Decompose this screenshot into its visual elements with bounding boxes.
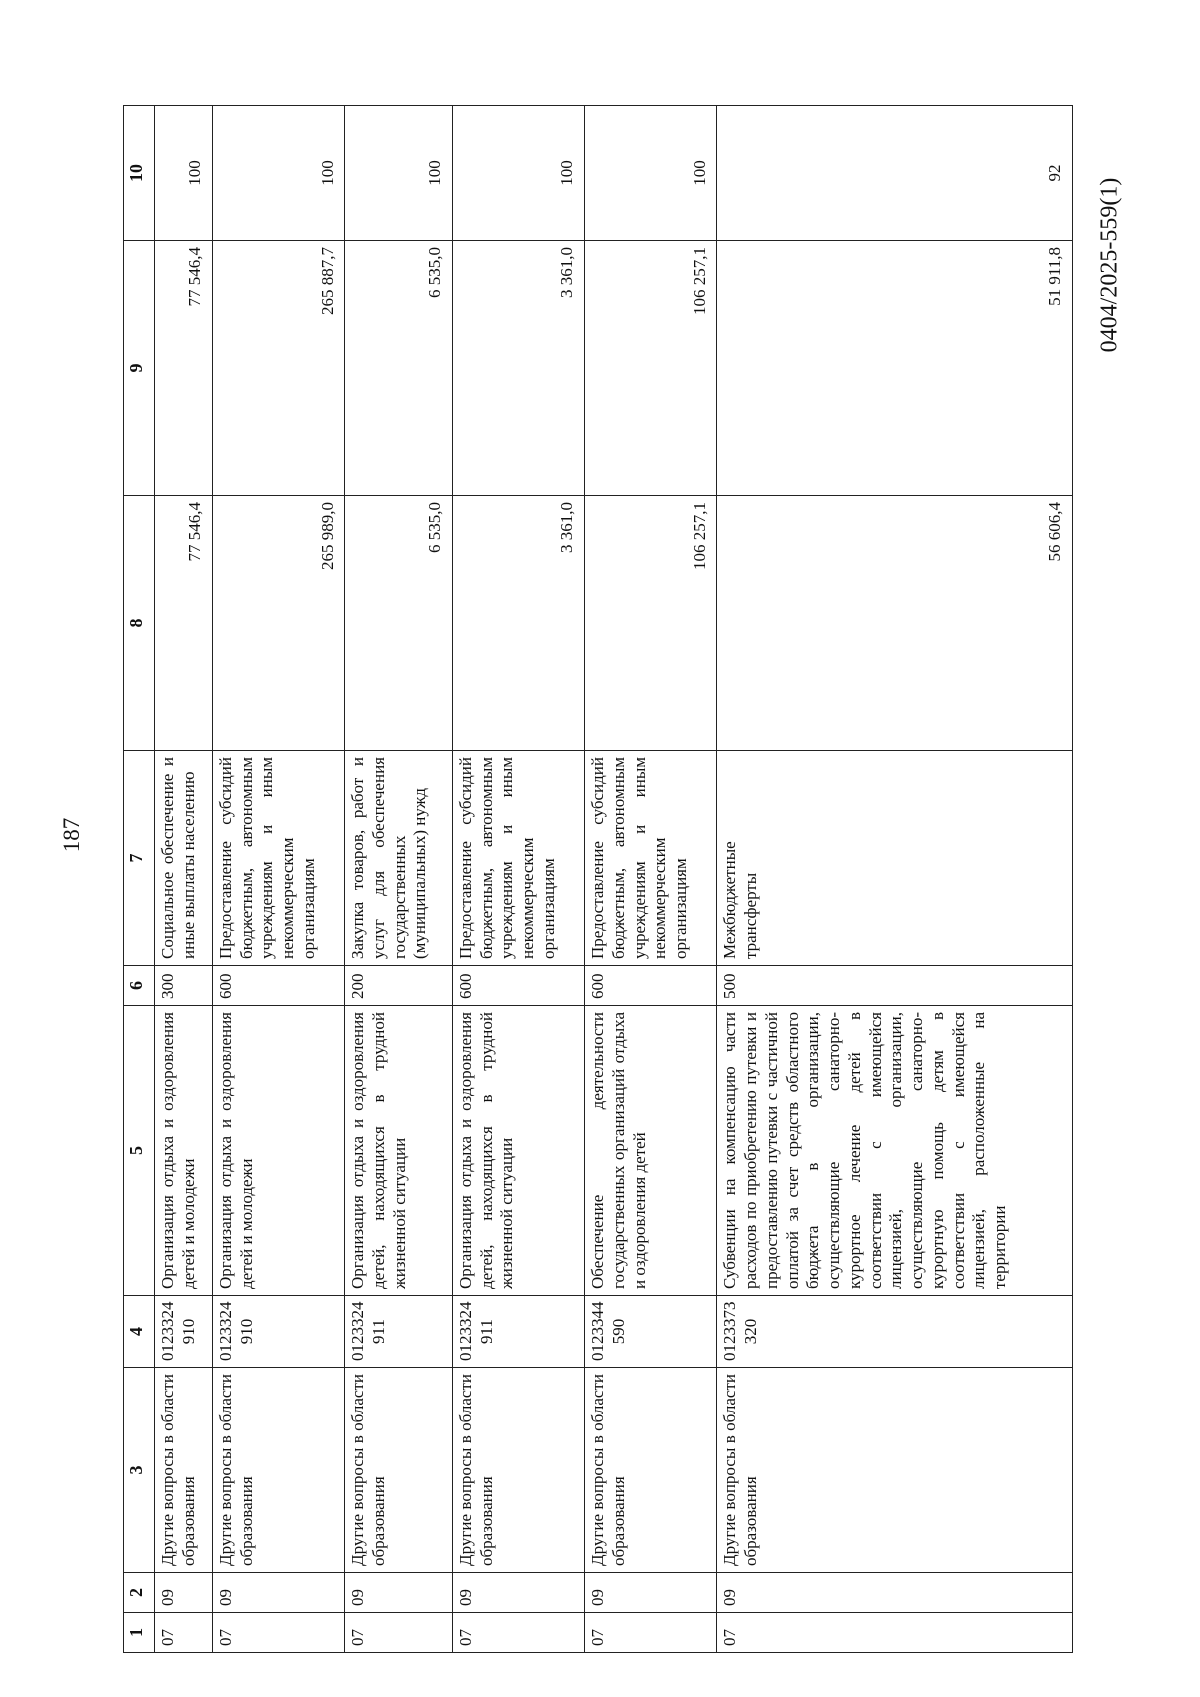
table-row — [717, 106, 1073, 1653]
execution-percent: 100 — [212, 106, 344, 241]
column-header: 3 — [124, 1368, 155, 1573]
expense-type-code: 300 — [155, 966, 213, 1006]
execution-percent: 100 — [585, 106, 717, 241]
subsection-code: 09 — [585, 1573, 717, 1613]
target-article-code: 0123324 911 — [452, 1296, 584, 1368]
expense-type-name: Предоставление субсидий бюджетным, автономным учреждениям и иным некоммерческим организациям — [585, 751, 717, 966]
section-code: 07 — [212, 1613, 344, 1653]
execution-percent: 92 — [717, 106, 1073, 241]
column-header: 4 — [124, 1296, 155, 1368]
subsection-name: Другие вопросы в области образования — [452, 1368, 584, 1573]
executed-amount: 106 257,1 — [585, 241, 717, 496]
target-article-code: 0123324 911 — [345, 1296, 453, 1368]
section-code: 07 — [585, 1613, 717, 1653]
column-header: 2 — [124, 1573, 155, 1613]
planned-amount: 3 361,0 — [452, 496, 584, 751]
expense-type-name: Предоставление субсидий бюджетным, автономным учреждениям и иным некоммерческим организациям — [452, 751, 584, 966]
expense-type-code: 600 — [452, 966, 584, 1006]
column-header: 7 — [124, 751, 155, 966]
target-article-name: Организация отдыха и оздоровления детей и молодежи — [155, 1006, 213, 1296]
target-article-name: Организация отдыха и оздоровления детей, находящихся в трудной жизненной ситуации — [452, 1006, 584, 1296]
column-header: 8 — [124, 496, 155, 751]
column-header: 10 — [124, 106, 155, 241]
subsection-name: Другие вопросы в области образования — [585, 1368, 717, 1573]
execution-percent: 100 — [155, 106, 213, 241]
subsection-code: 09 — [345, 1573, 453, 1613]
subsection-name: Другие вопросы в области образования — [212, 1368, 344, 1573]
target-article-code: 0123344 590 — [585, 1296, 717, 1368]
table-row — [345, 106, 453, 1653]
expense-type-name: Закупка товаров, работ и услуг для обеспечения государственных (муниципальных) нужд — [345, 751, 453, 966]
target-article-code: 0123324 910 — [212, 1296, 344, 1368]
header-row — [124, 106, 155, 1653]
executed-amount: 3 361,0 — [452, 241, 584, 496]
section-code: 07 — [452, 1613, 584, 1653]
target-article-name: Субвенции на компенсацию части расходов по приобретению путевки и предоставлению путевки с частичной оплатой за счет средств областного бюджета в организации, осуществляющие санаторно-курортное лечение детей в соответствии с имеющейся лицензией, организации, осуществляющие санаторно-курортную помощь детям в соответствии с имеющейся лицензией, расположенные на территории — [717, 1006, 1073, 1296]
document-code: 0404/2025-559(1) — [1096, 177, 1123, 353]
executed-amount: 51 911,8 — [717, 241, 1073, 496]
planned-amount: 6 535,0 — [345, 496, 453, 751]
table-row — [212, 106, 344, 1653]
executed-amount: 6 535,0 — [345, 241, 453, 496]
table-row — [585, 106, 717, 1653]
planned-amount: 106 257,1 — [585, 496, 717, 751]
subsection-name: Другие вопросы в области образования — [345, 1368, 453, 1573]
target-article-name: Организация отдыха и оздоровления детей и молодежи — [212, 1006, 344, 1296]
expense-type-code: 500 — [717, 966, 1073, 1006]
expense-type-name: Социальное обеспечение и иные выплаты населению — [155, 751, 213, 966]
target-article-code: 0123373 320 — [717, 1296, 1073, 1368]
page-number: 187 — [59, 817, 84, 853]
expense-type-name: Предоставление субсидий бюджетным, автономным учреждениям и иным некоммерческим организациям — [212, 751, 344, 966]
section-code: 07 — [155, 1613, 213, 1653]
budget-table — [123, 105, 1073, 1653]
column-header: 6 — [124, 966, 155, 1006]
subsection-code: 09 — [452, 1573, 584, 1613]
subsection-name: Другие вопросы в области образования — [155, 1368, 213, 1573]
column-header: 1 — [124, 1613, 155, 1653]
subsection-name: Другие вопросы в области образования — [717, 1368, 1073, 1573]
target-article-name: Организация отдыха и оздоровления детей, находящихся в трудной жизненной ситуации — [345, 1006, 453, 1296]
execution-percent: 100 — [452, 106, 584, 241]
subsection-code: 09 — [717, 1573, 1073, 1613]
planned-amount: 265 989,0 — [212, 496, 344, 751]
planned-amount: 56 606,4 — [717, 496, 1073, 751]
target-article-name: Обеспечение деятельности государственных организаций отдыха и оздоровления детей — [585, 1006, 717, 1296]
executed-amount: 265 887,7 — [212, 241, 344, 496]
planned-amount: 77 546,4 — [155, 496, 213, 751]
section-code: 07 — [345, 1613, 453, 1653]
subsection-code: 09 — [155, 1573, 213, 1613]
section-code: 07 — [717, 1613, 1073, 1653]
table-row — [155, 106, 213, 1653]
expense-type-code: 600 — [212, 966, 344, 1006]
expense-type-code: 200 — [345, 966, 453, 1006]
expense-type-code: 600 — [585, 966, 717, 1006]
subsection-code: 09 — [212, 1573, 344, 1613]
target-article-code: 0123324 910 — [155, 1296, 213, 1368]
execution-percent: 100 — [345, 106, 453, 241]
expense-type-name: Межбюджетные трансферты — [717, 751, 1073, 966]
table-row — [452, 106, 584, 1653]
budget-table-container — [123, 106, 1073, 1653]
column-header: 5 — [124, 1006, 155, 1296]
executed-amount: 77 546,4 — [155, 241, 213, 496]
column-header: 9 — [124, 241, 155, 496]
